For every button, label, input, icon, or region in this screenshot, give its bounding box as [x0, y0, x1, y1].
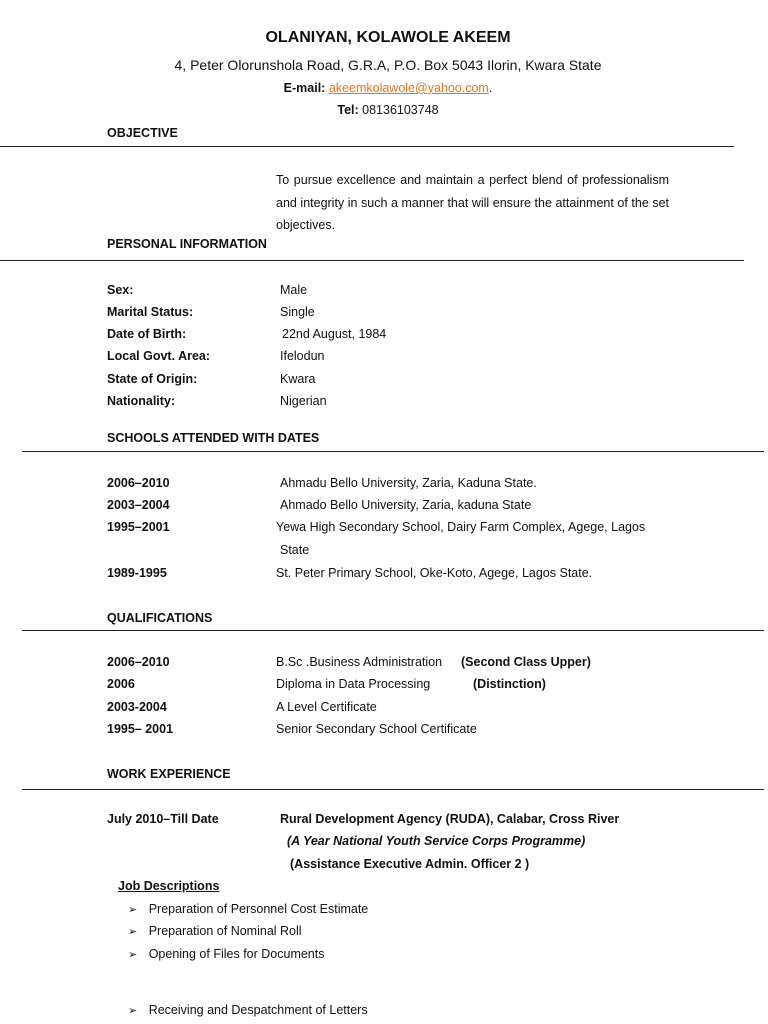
work-role: (Assistance Executive Admin. Officer 2 ): [290, 857, 530, 871]
divider-work: [22, 789, 764, 790]
personal-value: Nigerian: [280, 394, 327, 408]
school-date: 1995–2001: [107, 520, 170, 534]
school-name: St. Peter Primary School, Oke-Koto, Agege, Lagos State.: [276, 566, 593, 580]
tel-label: Tel:: [337, 103, 359, 117]
job-description-text: Opening of Files for Documents: [148, 947, 325, 961]
work-date: July 2010–Till Date: [107, 812, 219, 826]
job-description-item: [128, 947, 324, 961]
divider-qualifications: [22, 630, 764, 631]
personal-label: Sex:: [107, 283, 134, 297]
personal-label: State of Origin:: [107, 372, 198, 386]
school-name: Yewa High Secondary School, Dairy Farm Complex, Agege, Lagos: [276, 520, 646, 534]
arrow-bullet-icon: ➢: [128, 1005, 138, 1017]
school-date: 1989-1995: [107, 566, 167, 580]
personal-label: Marital Status:: [107, 305, 194, 319]
personal-value: 22nd August, 1984: [282, 327, 387, 341]
address: 4, Peter Olorunshola Road, G.R.A, P.O. Box 5043 Ilorin, Kwara State: [174, 57, 602, 73]
personal-value: Kwara: [280, 372, 316, 386]
email-link[interactable]: akeemkolawole@yahoo.com: [328, 81, 489, 95]
qualification-date: 1995– 2001: [107, 722, 174, 736]
email-trail: .: [488, 81, 493, 95]
personal-value: Ifelodun: [280, 349, 325, 363]
email-line: [0, 81, 768, 95]
qualification-name: Senior Secondary School Certificate: [276, 722, 477, 736]
job-description-item: [128, 902, 368, 916]
applicant-name: OLANIYAN, KOLAWOLE AKEEM: [265, 29, 511, 46]
job-description-item: [128, 924, 302, 938]
school-date: 2003–2004: [107, 498, 170, 512]
qualifications-heading: QUALIFICATIONS: [107, 611, 213, 625]
objective-heading: OBJECTIVE: [107, 126, 178, 140]
job-description-item: [128, 1003, 368, 1017]
work-organization: Rural Development Agency (RUDA), Calabar, Cross River: [280, 812, 620, 826]
personal-info-heading: PERSONAL INFORMATION: [107, 237, 267, 251]
job-description-text: Preparation of Personnel Cost Estimate: [148, 902, 369, 916]
tel-line: [0, 103, 768, 117]
qualification-name: Diploma in Data Processing: [276, 677, 431, 691]
divider-personal: [0, 260, 744, 261]
personal-value: Male: [280, 283, 308, 297]
qualification-name: B.Sc .Business Administration: [276, 655, 443, 669]
personal-label: Nationality:: [107, 394, 176, 408]
objective-text: To pursue excellence and maintain a perfect blend of professionalism and integrity in such a manner that will ensure the attainment of the set objectives.: [276, 173, 669, 232]
job-descriptions-heading: Job Descriptions: [118, 879, 220, 893]
arrow-bullet-icon: ➢: [128, 926, 138, 938]
job-description-text: Preparation of Nominal Roll: [148, 924, 302, 938]
divider-schools: [22, 451, 764, 452]
qualification-date: 2006: [107, 677, 135, 691]
personal-label: Date of Birth:: [107, 327, 187, 341]
arrow-bullet-icon: ➢: [128, 949, 138, 961]
school-name: Ahmadu Bello University, Zaria, Kaduna State.: [280, 476, 537, 490]
email-label: E-mail:: [283, 81, 326, 95]
qualification-date: 2003-2004: [107, 700, 167, 714]
qualification-name: A Level Certificate: [276, 700, 377, 714]
work-heading: WORK EXPERIENCE: [107, 767, 231, 781]
school-date: 2006–2010: [107, 476, 170, 490]
personal-label: Local Govt. Area:: [107, 349, 211, 363]
tel-value: 08136103748: [362, 103, 439, 117]
divider-objective: [0, 146, 734, 147]
personal-value: Single: [280, 305, 315, 319]
work-programme: (A Year National Youth Service Corps Programme): [287, 834, 586, 848]
schools-heading: SCHOOLS ATTENDED WITH DATES: [107, 431, 320, 445]
job-description-text: Receiving and Despatchment of Letters: [148, 1003, 368, 1017]
school-name-continued: State: [280, 543, 310, 557]
qualification-grade: (Second Class Upper): [461, 655, 591, 669]
qualification-grade: (Distinction): [473, 677, 546, 691]
arrow-bullet-icon: ➢: [128, 904, 138, 916]
qualification-date: 2006–2010: [107, 655, 170, 669]
school-name: Ahmado Bello University, Zaria, kaduna State: [280, 498, 532, 512]
